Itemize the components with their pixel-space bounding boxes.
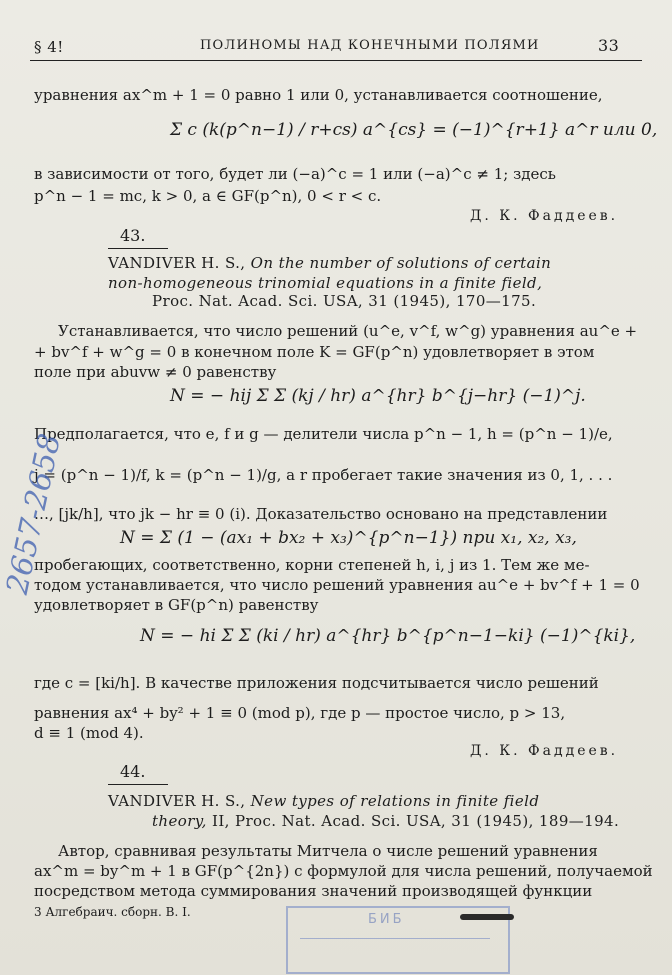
paragraph-line: Автор, сравнивая результаты Митчела о числе решений уравнения: [58, 842, 598, 860]
formula: N = − hij Σ Σ (kj / hr) a^{hr} b^{j−hr} (−1)^j.: [170, 386, 586, 406]
paragraph-line: посредством метода суммирования значений производящей функции: [34, 882, 593, 900]
paragraph-line: тодом устанавливается, что число решений уравнения au^e + bv^f + 1 = 0: [34, 576, 640, 594]
header-rule: [30, 60, 642, 61]
paragraph-line: Предполагается, что e, f и g — делители числа p^n − 1, h = (p^n − 1)/e,: [34, 425, 613, 443]
formula: N = − hi Σ Σ (ki / hr) a^{hr} b^{p^n−1−ki} (−1)^{ki},: [140, 626, 636, 646]
paragraph-line: …, [jk/h], что jk − hr ≡ 0 (i). Доказательство основано на представлении: [34, 505, 608, 523]
paragraph-line: j = (p^n − 1)/f, k = (p^n − 1)/g, а r пробегает такие значения из 0, 1, . . .: [34, 466, 613, 484]
stamp-text: БИБ: [368, 912, 405, 927]
footer-note: 3 Алгебраич. сборн. В. I.: [34, 905, 191, 919]
paragraph-line: равнения ax⁴ + by² + 1 ≡ 0 (mod p), где p — простое число, p > 13,: [34, 704, 566, 722]
formula: N = Σ (1 − (ax₁ + bx₂ + x₃)^{p^n−1}) при x₁, x₂, x₃,: [120, 528, 577, 548]
reference-source: Proc. Nat. Acad. Sci. USA, 31 (1945), 170—175.: [152, 292, 537, 310]
prev-abstract-formula: Σ c (k(p^n−1) / r+cs) a^{cs} = (−1)^{r+1} a^r или 0,: [170, 120, 658, 140]
ink-smudge: [460, 914, 514, 920]
item-rule: [108, 248, 168, 249]
reference-line1: [108, 254, 551, 272]
paragraph-line: Устанавливается, что число решений (u^e, v^f, w^g) уравнения au^e +: [58, 322, 638, 340]
prev-abstract-line3: p^n − 1 = mc, k > 0, a ∈ GF(p^n), 0 < r < c.: [34, 187, 382, 205]
page-number: 33: [598, 36, 620, 55]
paragraph-line: пробегающих, соответственно, корни степеней h, i, j из 1. Тем же ме-: [34, 556, 590, 574]
reference-title-line2: non-homogeneous trinomial equations in a finite field,: [108, 274, 543, 292]
paragraph-line: поле при abuvw ≠ 0 равенству: [34, 363, 277, 381]
prev-abstract-line1: уравнения ax^m + 1 = 0 равно 1 или 0, устанавливается соотношение,: [34, 86, 603, 104]
signature: Д. К. Фаддеев.: [470, 208, 619, 224]
reference-title: On the number of solutions of certain: [250, 254, 552, 272]
paragraph-line: d ≡ 1 (mod 4).: [34, 724, 144, 742]
item-number: 44.: [120, 762, 146, 781]
section-mark: § 4!: [34, 38, 64, 56]
stamp-rule: [300, 938, 490, 939]
running-title: ПОЛИНОМЫ НАД КОНЕЧНЫМИ ПОЛЯМИ: [200, 38, 540, 53]
signature: Д. К. Фаддеев.: [470, 743, 619, 759]
handwritten-margin-note: 2657-2658: [0, 430, 69, 598]
reference-title: New types of relations in finite field: [250, 792, 540, 810]
reference-source: II, Proc. Nat. Acad. Sci. USA, 31 (1945), 189—194.: [212, 812, 620, 830]
reference-authors: VANDIVER H. S.,: [108, 254, 246, 272]
paragraph-line: ax^m = by^m + 1 в GF(p^{2n}) с формулой для числа решений, получаемой: [34, 862, 653, 880]
prev-abstract-line2: в зависимости от того, будет ли (−a)^c = 1 или (−a)^c ≠ 1; здесь: [34, 165, 556, 183]
paragraph-line: + bv^f + w^g = 0 в конечном поле K = GF(p^n) удовлетворяет в этом: [34, 343, 595, 361]
item-number: 43.: [120, 226, 146, 245]
reference-title-line2: theory,: [152, 812, 207, 830]
reference-authors: VANDIVER H. S.,: [108, 792, 246, 810]
reference-line1: [108, 792, 539, 810]
paragraph-line: удовлетворяет в GF(p^n) равенству: [34, 596, 319, 614]
item-rule: [108, 784, 168, 785]
reference-line2: [152, 812, 619, 830]
paragraph-line: где c = [ki/h]. В качестве приложения подсчитывается число решений: [34, 674, 599, 692]
